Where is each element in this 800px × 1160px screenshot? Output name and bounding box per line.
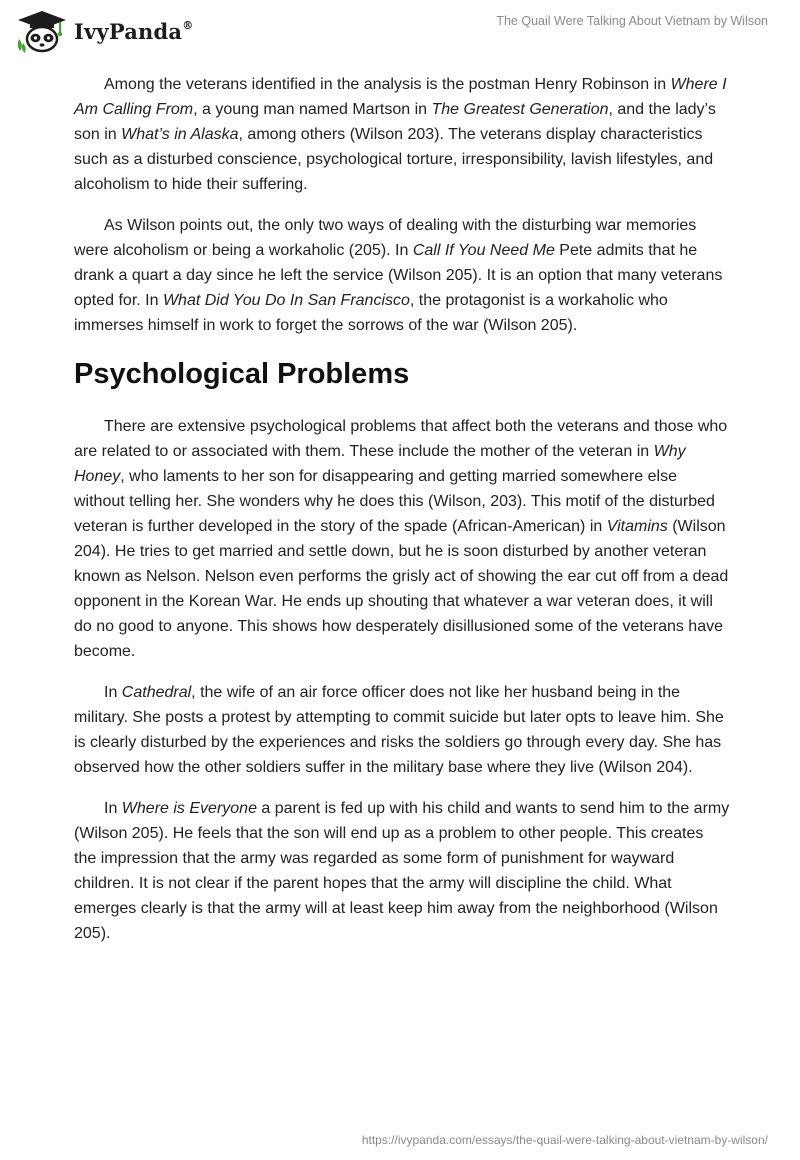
source-url-link[interactable]: https://ivypanda.com/essays/the-quail-were-talking-about-vietnam-by-wilson/ — [361, 1133, 768, 1147]
panda-graduation-cap-icon — [14, 9, 70, 53]
text-run: , the wife of an air force officer does not like her husband being in the military. She posts a protest by attempting to commit suicide but later opts to leave him. She is clearly disturbed by the experiences and risks the soldiers go through every day. She has observed how the other soldiers suffer in the military base where they live (Wilson 204). — [74, 684, 724, 776]
text-run: , and the lady’s son in — [74, 101, 716, 143]
text-run: , a young man named Martson in — [193, 101, 432, 118]
paragraph — [74, 414, 730, 664]
text-run: , who laments to her son for disappearing and getting married somewhere else without telling her. She wonders why he does this (Wilson, 203). This motif of the disturbed veteran is further developed in the story of the spade (African-American) in — [74, 468, 715, 535]
document-title: The Quail Were Talking About Vietnam by Wilson — [496, 14, 768, 28]
text-run: , the protagonist is a workaholic who immerses himself in work to forget the sorrows of the war (Wilson 205). — [74, 292, 668, 334]
text-run: , among others (Wilson 203). The veterans display characteristics such as a disturbed conscience, psychological torture, irresponsibility, lavish lifestyles, and alcoholism to hide their suffering. — [74, 126, 714, 193]
work-title: Cathedral — [121, 684, 192, 701]
work-title: The Greatest Generation — [431, 101, 609, 118]
section-heading: Psychological Problems — [74, 358, 410, 390]
work-title: Where I Am Calling From — [74, 76, 727, 118]
paragraph — [74, 796, 730, 946]
text-run: In — [104, 684, 122, 701]
essay-content — [74, 72, 730, 962]
text-run: There are extensive psychological problems that affect both the veterans and those who are related to or associated with them. These include the mother of the veteran in — [74, 418, 728, 460]
work-title: Where is Everyone — [121, 800, 257, 817]
ivypanda-logo[interactable] — [14, 9, 193, 53]
page-header — [0, 0, 800, 60]
logo-wordmark — [74, 19, 193, 44]
work-title: Call If You Need Me — [412, 242, 555, 259]
work-title: Why Honey — [74, 443, 686, 485]
paragraph — [74, 72, 730, 197]
text-run: In — [104, 800, 122, 817]
text-run: Among the veterans identified in the analysis is the postman Henry Robinson in — [104, 76, 671, 93]
work-title: Vitamins — [606, 518, 668, 535]
text-run: Pete admits that he drank a quart a day since he left the service (Wilson 205). It is an option that many veterans opted for. In — [74, 242, 723, 309]
registered-mark: ® — [182, 18, 194, 32]
paragraph — [74, 213, 730, 338]
text-run: As Wilson points out, the only two ways of dealing with the disturbing war memories were alcoholism or being a workaholic (205). In — [74, 217, 697, 259]
work-title: What Did You Do In San Francisco — [162, 292, 410, 309]
brand-name: IvyPanda — [74, 18, 183, 44]
text-run: (Wilson 204). He tries to get married and settle down, but he is soon disturbed by another veteran known as Nelson. Nelson even performs the grisly act of showing the ear cut off from a dead opponent in the Korean War. He ends up shouting that whatever a war veteran does, it will do no good to anyone. This shows how desperately disillusioned some of the veterans have become. — [74, 518, 729, 660]
text-run: a parent is fed up with his child and wants to send him to the army (Wilson 205). He feels that the son will end up as a problem to other people. This creates the impression that the army was regarded as some form of punishment for wayward children. It is not clear if the parent hopes that the army will discipline the child. What emerges clearly is that the army will at least keep him away from the neighborhood (Wilson 205). — [74, 800, 730, 942]
work-title: What’s in Alaska — [121, 126, 239, 143]
paragraph — [74, 680, 730, 780]
